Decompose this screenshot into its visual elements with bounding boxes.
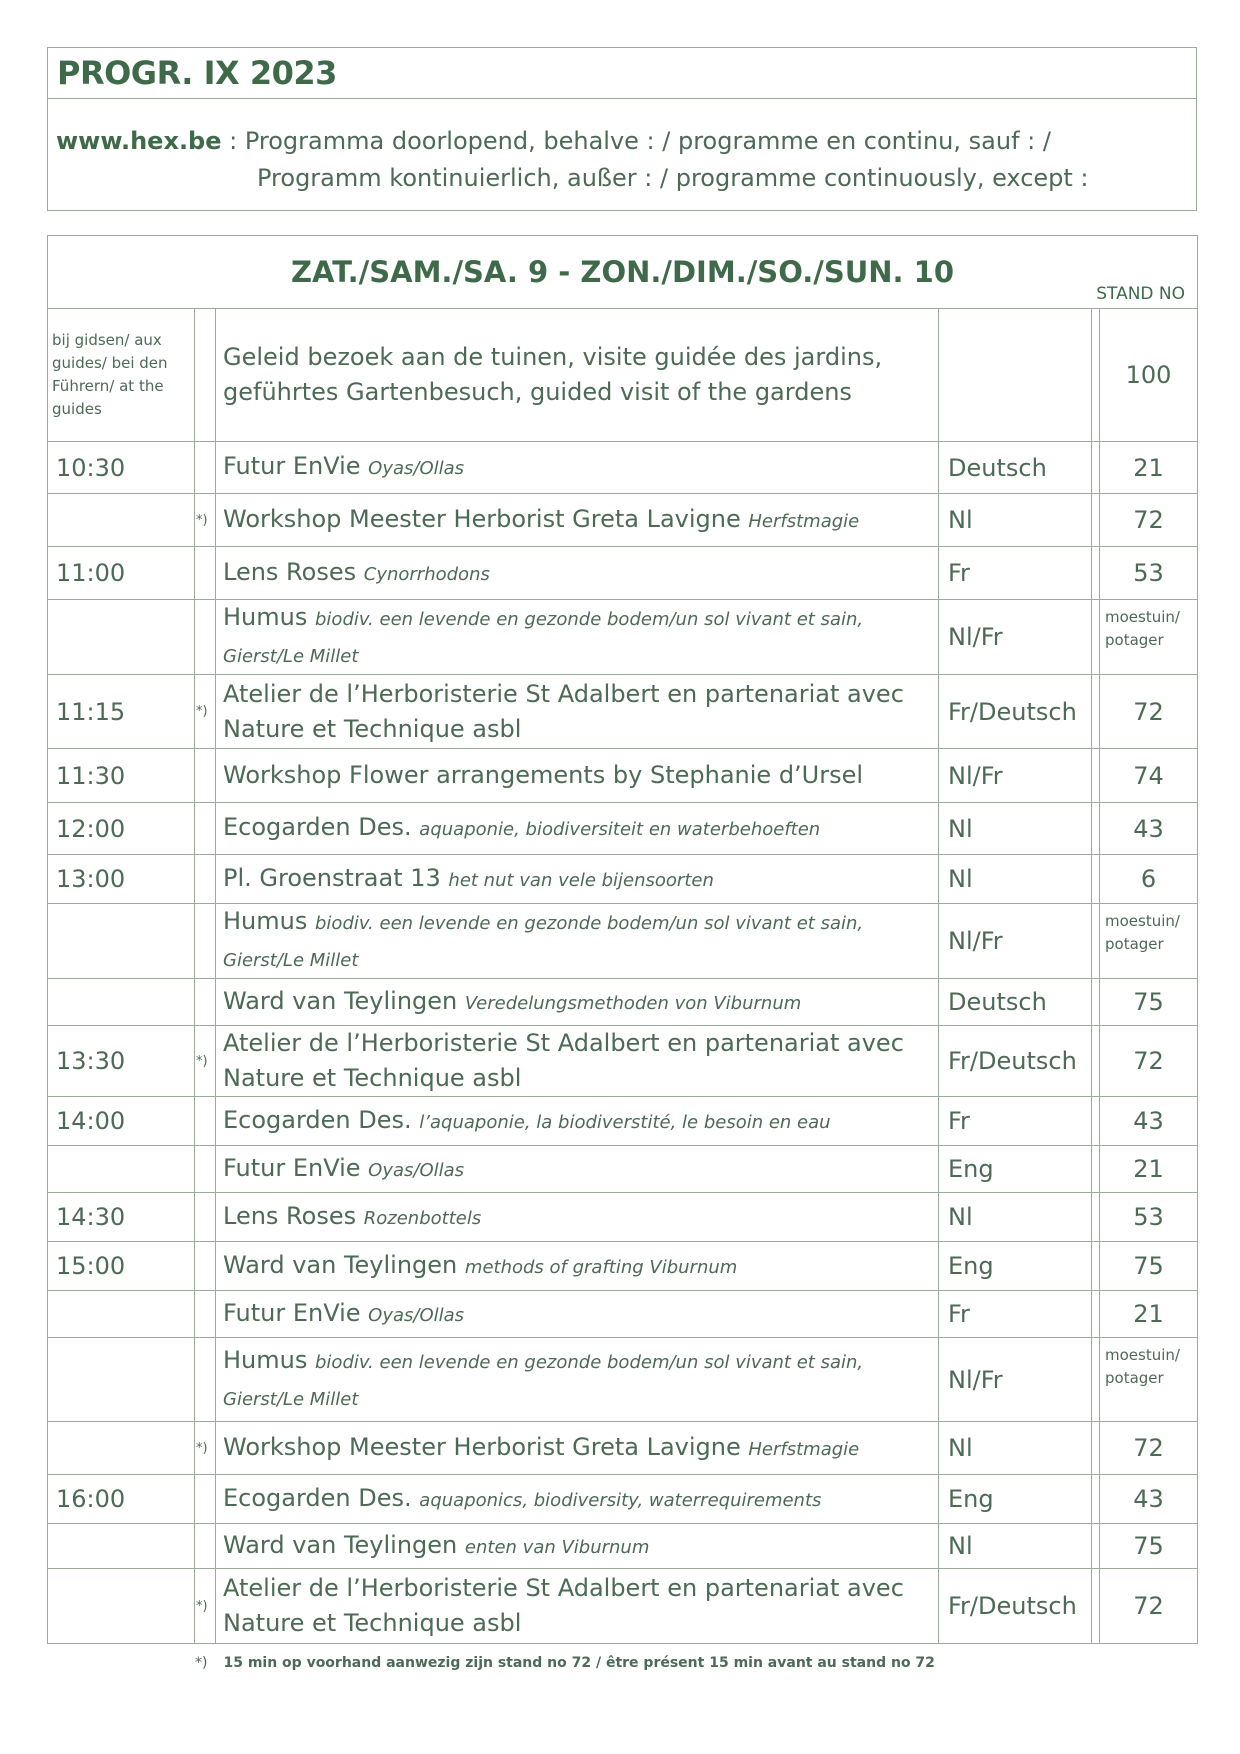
activity-note: Herfstmagie: [748, 1438, 860, 1460]
activity-cell: [216, 1146, 939, 1193]
time-cell: [48, 1146, 195, 1193]
language-cell: Fr/Deutsch: [939, 675, 1092, 749]
activity-note: biodiv. een levende en gezonde bodem/un sol vivant et sain, Gierst/Le Millet: [223, 609, 864, 667]
activity-cell: [216, 442, 939, 494]
time-cell: [48, 1338, 195, 1422]
footnote-marker: [195, 547, 216, 600]
footnote-marker: [195, 803, 216, 855]
activity-note: Cynorrhodons: [363, 563, 490, 585]
activity-cell: [216, 803, 939, 855]
footnote-marker: [195, 600, 216, 675]
language-cell: Nl/Fr: [939, 904, 1092, 979]
language-cell: Fr: [939, 547, 1092, 600]
stand-cell: 43: [1100, 1475, 1198, 1524]
spacer-cell: [1092, 1475, 1100, 1524]
activity-cell: [216, 1338, 939, 1422]
table-row: [48, 979, 1198, 1026]
footnote: [195, 1655, 935, 1671]
language-cell: Fr: [939, 1291, 1092, 1338]
footnote-marker: [195, 1338, 216, 1422]
activity-cell: [216, 904, 939, 979]
activity-title: Ecogarden Des.: [223, 1483, 412, 1512]
spacer-cell: [1092, 1193, 1100, 1242]
activity-note: methods of grafting Viburnum: [464, 1256, 738, 1278]
footnote-marker: [195, 1242, 216, 1291]
table-row: [48, 494, 1198, 547]
footnote-marker: [195, 749, 216, 803]
program-table: [47, 235, 1198, 1644]
activity-cell: [216, 1291, 939, 1338]
activity-cell: [216, 1422, 939, 1475]
spacer-cell: [1092, 1569, 1100, 1644]
guides-stand: 100: [1100, 309, 1198, 442]
table-row: [48, 855, 1198, 904]
activity-title: Futur EnVie: [223, 1298, 361, 1327]
day-heading: [48, 236, 1198, 309]
activity-title: Futur EnVie: [223, 1153, 361, 1182]
activity-title: Workshop Meester Herborist Greta Lavigne: [223, 504, 741, 533]
day-heading-text: ZAT./SAM./SA. 9 - ZON./DIM./SO./SUN. 10: [291, 255, 954, 289]
table-row: [48, 675, 1198, 749]
language-cell: Nl: [939, 1422, 1092, 1475]
table-row: [48, 547, 1198, 600]
spacer-cell: [1092, 904, 1100, 979]
activity-cell: [216, 1524, 939, 1569]
intro-text: [48, 99, 1196, 197]
activity-cell: [216, 1242, 939, 1291]
spacer-cell: [1092, 1422, 1100, 1475]
footnote-marker: *): [195, 1026, 216, 1097]
table-row: [48, 1524, 1198, 1569]
stand-cell: 43: [1100, 803, 1198, 855]
page-title: PROGR. IX 2023: [48, 48, 1196, 99]
footnote-marker: *): [195, 675, 216, 749]
table-row: [48, 1097, 1198, 1146]
program-header: [47, 47, 1197, 211]
stand-cell: 72: [1100, 1569, 1198, 1644]
table-row: [48, 1193, 1198, 1242]
time-cell: 13:30: [48, 1026, 195, 1097]
table-row: [48, 749, 1198, 803]
time-cell: [48, 1422, 195, 1475]
activity-cell: [216, 1475, 939, 1524]
time-cell: 10:30: [48, 442, 195, 494]
activity-title: Lens Roses: [223, 1201, 357, 1230]
activity-cell: [216, 1569, 939, 1644]
activity-note: het nut van vele bijensoorten: [448, 869, 714, 891]
activity-note: biodiv. een levende en gezonde bodem/un sol vivant et sain, Gierst/Le Millet: [223, 1351, 864, 1410]
spacer-cell: [1092, 1026, 1100, 1097]
activity-note: enten van Viburnum: [464, 1536, 650, 1558]
guides-description: Geleid bezoek aan de tuinen, visite guidée des jardins, geführtes Gartenbesuch, guided visit of the gardens: [216, 309, 939, 442]
footnote-marker: [195, 1193, 216, 1242]
activity-title: Humus: [223, 907, 308, 935]
activity-cell: [216, 675, 939, 749]
spacer-cell: [1092, 855, 1100, 904]
time-cell: 14:30: [48, 1193, 195, 1242]
stand-cell: moestuin/ potager: [1100, 1338, 1198, 1422]
activity-title: Atelier de l’Herboristerie St Adalbert en partenariat avec Nature et Technique asbl: [223, 1574, 904, 1637]
language-cell: Nl: [939, 1524, 1092, 1569]
day-heading-row: [48, 236, 1198, 309]
stand-cell: 53: [1100, 1193, 1198, 1242]
footnote-marker: *): [195, 494, 216, 547]
footnote-marker: [195, 855, 216, 904]
table-row: [48, 1146, 1198, 1193]
activity-cell: [216, 979, 939, 1026]
activity-cell: [216, 749, 939, 803]
language-cell: Nl/Fr: [939, 600, 1092, 675]
footnote-marker: [195, 1524, 216, 1569]
stand-cell: 72: [1100, 1422, 1198, 1475]
website-link[interactable]: www.hex.be: [56, 127, 222, 155]
table-row: [48, 1569, 1198, 1644]
stand-cell: 6: [1100, 855, 1198, 904]
spacer-cell: [1092, 979, 1100, 1026]
activity-title: Lens Roses: [223, 557, 357, 586]
language-cell: Fr/Deutsch: [939, 1569, 1092, 1644]
spacer-cell: [1092, 1291, 1100, 1338]
language-cell: Deutsch: [939, 979, 1092, 1026]
table-row: [48, 442, 1198, 494]
activity-note: aquaponie, biodiversiteit en waterbehoeften: [419, 819, 821, 840]
spacer-cell: [1092, 1097, 1100, 1146]
activity-note: aquaponics, biodiversity, waterrequirements: [419, 1489, 822, 1511]
table-row: [48, 1242, 1198, 1291]
language-cell: Eng: [939, 1475, 1092, 1524]
activity-note: biodiv. een levende en gezonde bodem/un sol vivant et sain, Gierst/Le Millet: [223, 913, 864, 971]
activity-title: Ecogarden Des.: [223, 813, 412, 841]
spacer-cell: [1092, 1242, 1100, 1291]
time-cell: [48, 1524, 195, 1569]
activity-cell: [216, 494, 939, 547]
activity-note: l’aquaponie, la biodiverstité, le besoin en eau: [419, 1111, 831, 1133]
language-cell: Nl: [939, 1193, 1092, 1242]
table-row: [48, 1026, 1198, 1097]
activity-title: Pl. Groenstraat 13: [223, 863, 441, 892]
stand-cell: 43: [1100, 1097, 1198, 1146]
activity-cell: [216, 600, 939, 675]
language-cell: Nl/Fr: [939, 1338, 1092, 1422]
stand-cell: 21: [1100, 442, 1198, 494]
intro-line-2: Programm kontinuierlich, außer : / programme continuously, except :: [257, 164, 1089, 192]
spacer-cell: [1092, 1338, 1100, 1422]
language-cell: Nl: [939, 494, 1092, 547]
activity-title: Workshop Flower arrangements by Stephanie d’Ursel: [223, 761, 864, 789]
spacer-cell: [1092, 1524, 1100, 1569]
stand-cell: 53: [1100, 547, 1198, 600]
time-cell: [48, 904, 195, 979]
spacer-cell: [1092, 547, 1100, 600]
stand-cell: moestuin/ potager: [1100, 904, 1198, 979]
footnote-marker: [195, 979, 216, 1026]
activity-note: Herfstmagie: [748, 510, 860, 532]
footnote-marker: [195, 442, 216, 494]
activity-note: Oyas/Ollas: [368, 458, 465, 479]
stand-cell: 72: [1100, 675, 1198, 749]
footnote-marker: [195, 1097, 216, 1146]
time-cell: [48, 600, 195, 675]
table-row: [48, 1291, 1198, 1338]
activity-cell: [216, 855, 939, 904]
time-cell: [48, 979, 195, 1026]
language-cell: Nl: [939, 803, 1092, 855]
guides-label: bij gidsen/ aux guides/ bei den Führern/ at the guides: [48, 309, 195, 442]
table-row: [48, 600, 1198, 675]
stand-cell: moestuin/ potager: [1100, 600, 1198, 675]
time-cell: 12:00: [48, 803, 195, 855]
stand-cell: 21: [1100, 1146, 1198, 1193]
footnote-text: 15 min op voorhand aanwezig zijn stand no 72 / être présent 15 min avant au stand no 72: [223, 1655, 935, 1671]
stand-cell: 75: [1100, 1524, 1198, 1569]
activity-cell: [216, 1026, 939, 1097]
spacer-cell: [1092, 675, 1100, 749]
footnote-marker: *): [195, 1569, 216, 1644]
footnote-marker: *): [195, 1422, 216, 1475]
activity-cell: [216, 547, 939, 600]
activity-title: Humus: [223, 1345, 308, 1374]
table-row: [48, 1422, 1198, 1475]
activity-title: Humus: [223, 603, 308, 631]
language-cell: Nl: [939, 855, 1092, 904]
spacer-cell: [1092, 600, 1100, 675]
time-cell: 16:00: [48, 1475, 195, 1524]
time-cell: 11:00: [48, 547, 195, 600]
spacer-cell: [1092, 1146, 1100, 1193]
language-cell: Deutsch: [939, 442, 1092, 494]
guides-row: [48, 309, 1198, 442]
language-cell: Fr/Deutsch: [939, 1026, 1092, 1097]
language-cell: Nl/Fr: [939, 749, 1092, 803]
activity-title: Futur EnVie: [223, 452, 361, 480]
activity-cell: [216, 1097, 939, 1146]
activity-note: Oyas/Ollas: [368, 1159, 465, 1181]
time-cell: [48, 1291, 195, 1338]
time-cell: 14:00: [48, 1097, 195, 1146]
footnote-marker: [195, 1291, 216, 1338]
time-cell: 15:00: [48, 1242, 195, 1291]
footnote-marker: [195, 1475, 216, 1524]
footnote-mark: *): [195, 1655, 208, 1671]
spacer-cell: [1092, 442, 1100, 494]
activity-title: Ecogarden Des.: [223, 1105, 412, 1134]
activity-cell: [216, 1193, 939, 1242]
activity-note: Oyas/Ollas: [368, 1304, 465, 1326]
activity-title: Ward van Teylingen: [223, 1250, 458, 1279]
activity-title: Ward van Teylingen: [223, 1530, 458, 1559]
stand-cell: 72: [1100, 1026, 1198, 1097]
time-cell: [48, 494, 195, 547]
stand-cell: 74: [1100, 749, 1198, 803]
footnote-marker: [195, 904, 216, 979]
table-row: [48, 1338, 1198, 1422]
language-cell: Eng: [939, 1146, 1092, 1193]
spacer-cell: [1092, 803, 1100, 855]
activity-note: Veredelungsmethoden von Viburnum: [464, 992, 802, 1014]
table-row: [48, 904, 1198, 979]
stand-no-heading: STAND NO: [1096, 284, 1186, 304]
footnote-marker: [195, 1146, 216, 1193]
stand-cell: 21: [1100, 1291, 1198, 1338]
time-cell: 11:15: [48, 675, 195, 749]
stand-cell: 72: [1100, 494, 1198, 547]
time-cell: [48, 1569, 195, 1644]
language-cell: Eng: [939, 1242, 1092, 1291]
table-row: [48, 1475, 1198, 1524]
table-row: [48, 803, 1198, 855]
activity-title: Atelier de l’Herboristerie St Adalbert en partenariat avec Nature et Technique asbl: [223, 679, 904, 743]
time-cell: 13:00: [48, 855, 195, 904]
stand-cell: 75: [1100, 979, 1198, 1026]
language-cell: Fr: [939, 1097, 1092, 1146]
stand-cell: 75: [1100, 1242, 1198, 1291]
spacer-cell: [1092, 494, 1100, 547]
activity-title: Workshop Meester Herborist Greta Lavigne: [223, 1432, 741, 1461]
spacer-cell: [1092, 749, 1100, 803]
time-cell: 11:30: [48, 749, 195, 803]
intro-line-1: : Programma doorlopend, behalve : / programme en continu, sauf : /: [221, 127, 1051, 155]
activity-title: Ward van Teylingen: [223, 986, 458, 1015]
activity-note: Rozenbottels: [363, 1207, 482, 1229]
activity-title: Atelier de l’Herboristerie St Adalbert en partenariat avec Nature et Technique asbl: [223, 1029, 904, 1092]
